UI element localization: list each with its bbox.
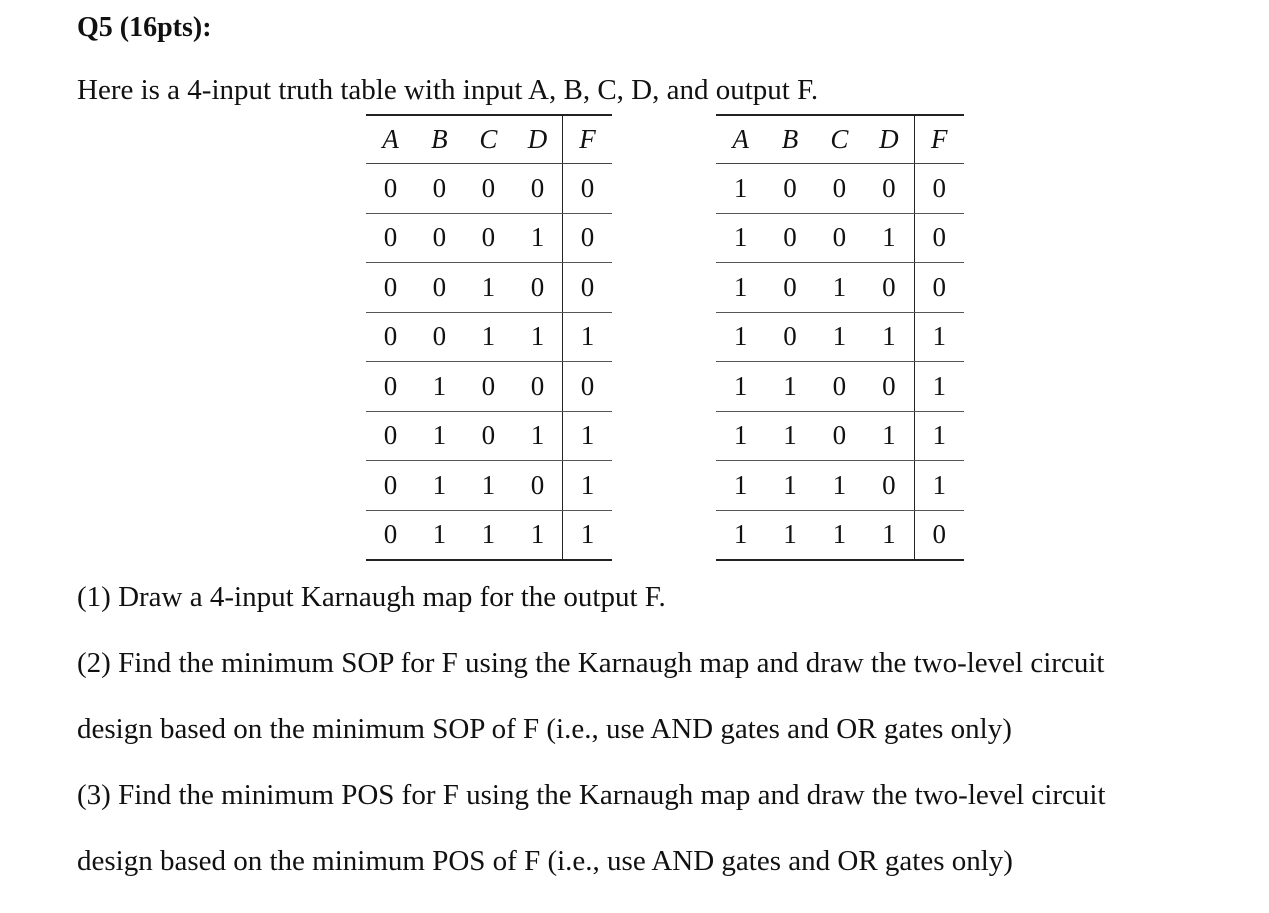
- cell-f: 1: [563, 461, 612, 511]
- cell-b: 0: [415, 213, 464, 263]
- cell-c: 0: [464, 164, 513, 214]
- cell-b: 0: [415, 164, 464, 214]
- cell-b: 0: [765, 263, 814, 313]
- cell-f: 0: [914, 213, 964, 263]
- cell-d: 1: [864, 510, 914, 560]
- cell-b: 0: [415, 312, 464, 362]
- truth-table-header-row: [716, 115, 964, 164]
- question-title: Q5 (16pts):: [77, 12, 212, 43]
- cell-b: 1: [415, 362, 464, 412]
- cell-f: 1: [914, 461, 964, 511]
- cell-b: 0: [765, 213, 814, 263]
- cell-f: 0: [914, 510, 964, 560]
- cell-c: 1: [464, 263, 513, 313]
- cell-b: 1: [415, 411, 464, 461]
- truth-table-row: [716, 461, 964, 511]
- header-f: F: [563, 115, 612, 164]
- cell-c: 0: [464, 362, 513, 412]
- cell-d: 0: [864, 362, 914, 412]
- header-c: C: [464, 115, 513, 164]
- cell-d: 0: [513, 362, 563, 412]
- cell-f: 1: [563, 411, 612, 461]
- cell-b: 0: [415, 263, 464, 313]
- truth-table-row: [366, 362, 612, 412]
- cell-c: 1: [815, 312, 864, 362]
- question-2-line-2: design based on the minimum SOP of F (i.e., use AND gates and OR gates only): [77, 713, 1012, 745]
- cell-a: 0: [366, 411, 415, 461]
- cell-f: 1: [914, 411, 964, 461]
- cell-c: 0: [464, 411, 513, 461]
- header-d: D: [864, 115, 914, 164]
- truth-table-row: [366, 312, 612, 362]
- cell-f: 0: [914, 164, 964, 214]
- truth-table-row: [716, 312, 964, 362]
- cell-a: 1: [716, 263, 765, 313]
- cell-a: 1: [716, 362, 765, 412]
- cell-d: 0: [513, 164, 563, 214]
- cell-f: 1: [563, 510, 612, 560]
- cell-c: 1: [464, 461, 513, 511]
- header-b: B: [765, 115, 814, 164]
- cell-f: 0: [563, 213, 612, 263]
- truth-table-row: [366, 461, 612, 511]
- cell-f: 0: [563, 164, 612, 214]
- cell-d: 0: [864, 263, 914, 313]
- truth-table-header-row: [366, 115, 612, 164]
- truth-table-row: [366, 510, 612, 560]
- truth-table-row: [716, 164, 964, 214]
- cell-d: 0: [513, 263, 563, 313]
- question-1: (1) Draw a 4-input Karnaugh map for the output F.: [77, 581, 666, 613]
- truth-table-row: [716, 510, 964, 560]
- truth-table-row: [366, 213, 612, 263]
- cell-d: 1: [864, 213, 914, 263]
- cell-b: 1: [415, 510, 464, 560]
- cell-a: 1: [716, 510, 765, 560]
- header-a: A: [716, 115, 765, 164]
- cell-d: 0: [513, 461, 563, 511]
- question-2-line-1: (2) Find the minimum SOP for F using the Karnaugh map and draw the two-level circuit: [77, 647, 1105, 679]
- cell-c: 1: [464, 510, 513, 560]
- cell-c: 0: [815, 362, 864, 412]
- cell-a: 0: [366, 164, 415, 214]
- truth-table-right: [716, 114, 964, 561]
- header-a: A: [366, 115, 415, 164]
- question-3-line-2: design based on the minimum POS of F (i.e., use AND gates and OR gates only): [77, 845, 1013, 877]
- truth-table-row: [716, 362, 964, 412]
- cell-a: 0: [366, 263, 415, 313]
- cell-a: 0: [366, 461, 415, 511]
- intro-text: Here is a 4-input truth table with input A, B, C, D, and output F.: [77, 74, 819, 106]
- cell-c: 1: [815, 510, 864, 560]
- truth-table-left: [366, 114, 612, 561]
- cell-c: 0: [815, 213, 864, 263]
- cell-d: 1: [513, 213, 563, 263]
- cell-d: 1: [513, 411, 563, 461]
- cell-f: 0: [914, 263, 964, 313]
- cell-d: 0: [864, 461, 914, 511]
- cell-a: 1: [716, 213, 765, 263]
- cell-c: 0: [464, 213, 513, 263]
- cell-f: 0: [563, 263, 612, 313]
- truth-table-row: [366, 411, 612, 461]
- cell-d: 1: [513, 510, 563, 560]
- cell-a: 1: [716, 411, 765, 461]
- cell-d: 0: [864, 164, 914, 214]
- cell-a: 0: [366, 312, 415, 362]
- cell-b: 0: [765, 164, 814, 214]
- cell-c: 1: [815, 461, 864, 511]
- cell-f: 1: [914, 362, 964, 412]
- header-d: D: [513, 115, 563, 164]
- cell-b: 1: [765, 411, 814, 461]
- cell-f: 0: [563, 362, 612, 412]
- cell-d: 1: [864, 411, 914, 461]
- cell-a: 1: [716, 461, 765, 511]
- cell-a: 1: [716, 164, 765, 214]
- cell-c: 1: [815, 263, 864, 313]
- cell-a: 0: [366, 213, 415, 263]
- header-f: F: [914, 115, 964, 164]
- cell-b: 1: [765, 362, 814, 412]
- cell-a: 0: [366, 510, 415, 560]
- cell-d: 1: [513, 312, 563, 362]
- cell-a: 0: [366, 362, 415, 412]
- truth-table-row: [716, 411, 964, 461]
- cell-c: 1: [464, 312, 513, 362]
- cell-c: 0: [815, 411, 864, 461]
- cell-d: 1: [864, 312, 914, 362]
- header-c: C: [815, 115, 864, 164]
- cell-b: 1: [415, 461, 464, 511]
- header-b: B: [415, 115, 464, 164]
- truth-table-row: [716, 263, 964, 313]
- cell-b: 1: [765, 461, 814, 511]
- cell-a: 1: [716, 312, 765, 362]
- cell-b: 1: [765, 510, 814, 560]
- truth-table-row: [716, 213, 964, 263]
- cell-f: 1: [914, 312, 964, 362]
- truth-table-row: [366, 164, 612, 214]
- cell-c: 0: [815, 164, 864, 214]
- question-3-line-1: (3) Find the minimum POS for F using the Karnaugh map and draw the two-level circuit: [77, 779, 1106, 811]
- cell-b: 0: [765, 312, 814, 362]
- truth-table-row: [366, 263, 612, 313]
- cell-f: 1: [563, 312, 612, 362]
